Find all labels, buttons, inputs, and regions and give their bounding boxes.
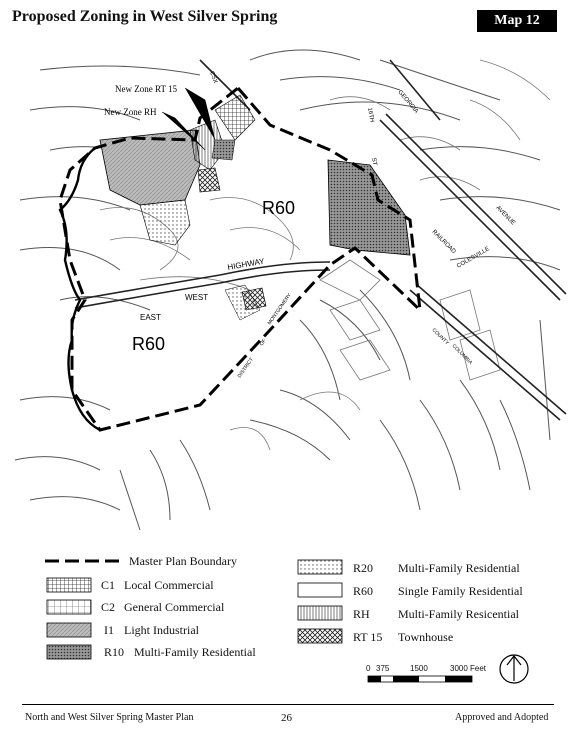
legend-code-rt15: RT 15 [353,630,383,644]
street-label-county: COUNTY [430,327,450,347]
footer-left: North and West Silver Spring Master Plan [25,712,194,723]
legend-label-c1: Local Commercial [124,578,214,592]
legend-boundary-label: Master Plan Boundary [129,554,237,568]
legend-code-r10: R10 [104,645,125,659]
legend-swatch-i1 [47,623,91,637]
street-label-16th: 16TH [366,107,375,123]
callout-new-zone-rt15: New Zone RT 15 [115,84,178,94]
footer-page-number: 26 [281,712,292,724]
legend-label-rh: Multi-Family Resicential [398,607,519,621]
scale-bar [368,676,472,682]
legend-code-c2: C2 [101,600,116,614]
scale-tick-3000: 3000 Feet [450,664,487,673]
street-label-georgia: GEORGIA [396,89,420,115]
legend-code-i1: I1 [104,623,114,637]
legend-swatch-r60 [298,583,342,597]
legend-swatch-r20 [298,560,342,574]
footer-right: Approved and Adopted [455,712,549,723]
scale-tick-375: 375 [376,664,390,673]
street-label-montgomery: MONTGOMERY [266,292,293,327]
legend-swatch-c1 [47,578,91,592]
street-label-district: DISTRICT [236,356,255,380]
legend-code-rh: RH [353,607,370,621]
legend-code-r20: R20 [353,561,374,575]
legend-label-r10: Multi-Family Residential [134,645,256,659]
street-label-railroad: RAILROAD [430,229,457,256]
zone-label-r60-north: R60 [262,198,296,218]
legend-label-i1: Light Industrial [124,623,199,637]
scale-tick-1500: 1500 [410,664,428,673]
legend-code-r60: R60 [353,584,374,598]
map-number-badge: Map 12 [477,10,557,32]
legend-swatch-rt15 [298,629,342,643]
legend-label-r60: Single Family Residential [398,584,523,598]
street-label-st: ST [370,157,378,166]
north-arrow-icon [500,655,528,683]
legend-swatch-rh [298,606,342,620]
legend-code-c1: C1 [101,578,116,592]
street-label-csx: CSX [208,70,218,85]
street-label-of: OF [258,338,268,348]
street-label-highway: HIGHWAY [226,256,266,272]
legend-label-rt15: Townhouse [398,630,454,644]
page-title: Proposed Zoning in West Silver Spring [12,8,278,25]
street-label-colesville: COLESVILLE [456,246,491,270]
callout-new-zone-rh: New Zone RH [104,107,157,117]
legend-label-r20: Multi-Family Residential [398,561,520,575]
street-label-avenue: AVENUE [494,205,516,227]
legend-swatch-r10 [47,645,91,659]
street-label-east: EAST [140,313,161,322]
footer-divider [22,704,554,705]
legend-swatch-c2 [47,600,91,614]
street-label-columbia: COLUMBIA [450,343,474,366]
scale-tick-0: 0 [366,664,371,673]
zone-label-r60-south: R60 [132,334,166,354]
street-label-west: WEST [185,293,209,302]
legend-label-c2: General Commercial [124,600,225,614]
